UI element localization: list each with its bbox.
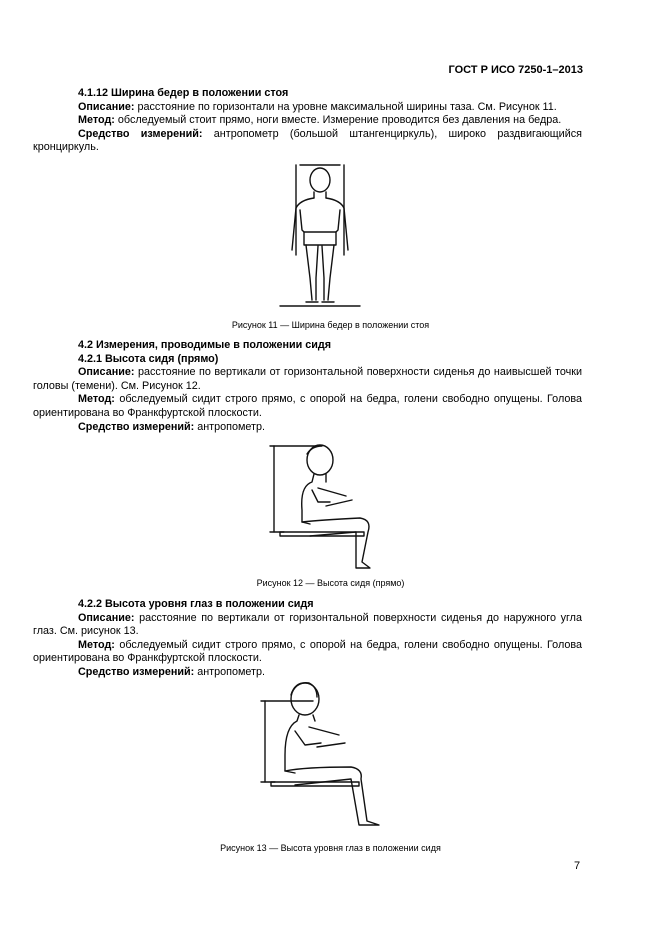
section-heading: 4.2.2 Высота уровня глаз в положении сидя <box>78 598 314 610</box>
section-heading: 4.2 Измерения, проводимые в положении сидя <box>78 339 332 351</box>
section-heading: 4.1.12 Ширина бедер в положении стоя <box>78 87 289 99</box>
description-text: расстояние по вертикали от горизонтальной поверхности сиденья до наивысшей точки головы (темени). См. Рисунок 12. <box>33 366 582 392</box>
description-label: Описание: <box>78 611 135 624</box>
tool-label: Средство измерений: <box>78 127 203 140</box>
tool-label: Средство измерений: <box>78 420 195 433</box>
method-text: обследуемый сидит строго прямо, с опорой на бедра, голени свободно опущены. Голова ориентирована во Франкфуртской плоскости. <box>33 393 582 419</box>
description-text: расстояние по вертикали от горизонтальной поверхности сиденья до наружного угла глаз. См. рисунок 13. <box>33 611 582 638</box>
description-text: расстояние по горизонтали на уровне максимальной ширины таза. См. Рисунок 11. <box>134 100 557 113</box>
tool-text: антропометр. <box>194 665 266 678</box>
tool-text: антропометр (большой штангенциркуль), широко раздвигающийся кронциркуль. <box>33 127 582 154</box>
figure-13-caption: Рисунок 13 — Высота уровня глаз в положении сидя <box>220 843 441 853</box>
tool-text: антропометр. <box>194 420 266 433</box>
method-text: обследуемый стоит прямо, ноги вместе. Измерение проводится без давления на бедра. <box>114 114 562 127</box>
figure-11-standing-person <box>270 160 370 310</box>
section-4-2-2 <box>33 598 582 680</box>
section-heading-4-2-1: 4.2.1 Высота сидя (прямо) <box>78 352 219 365</box>
figure-13-eye-height-seated <box>255 675 390 835</box>
tool-label: Средство измерений: <box>78 665 195 678</box>
description-label: Описание: <box>78 100 135 113</box>
method-text: обследуемый сидит строго прямо, с опорой на бедра, голени свободно опущены. Голова ориентирована во Франкфуртской плоскости. <box>33 638 582 665</box>
page-number: 7 <box>574 860 581 872</box>
figure-12-caption: Рисунок 12 — Высота сидя (прямо) <box>256 578 405 588</box>
method-label: Метод: <box>78 638 115 651</box>
section-4-2 <box>33 339 582 434</box>
figure-12-seated-height <box>260 440 390 575</box>
description-label: Описание: <box>78 366 135 379</box>
method-label: Метод: <box>78 393 115 406</box>
section-4-1-12 <box>33 87 582 155</box>
figure-11-caption: Рисунок 11 — Ширина бедер в положении стоя <box>231 320 430 330</box>
document-id: ГОСТ Р ИСО 7250-1–2013 <box>448 64 583 76</box>
method-label: Метод: <box>78 114 115 127</box>
